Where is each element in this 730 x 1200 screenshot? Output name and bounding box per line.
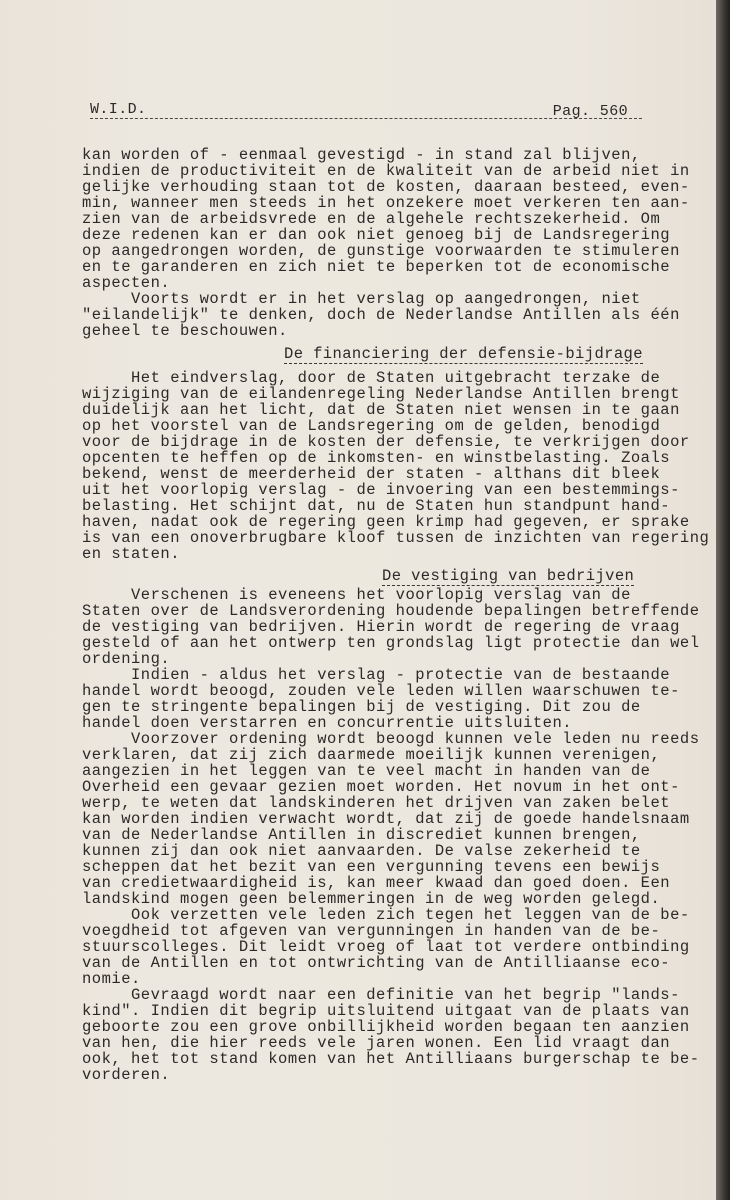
- text-line: de vestiging van bedrijven. Hierin wordt de regering de vraag: [82, 618, 680, 636]
- text-line: Voorzover ordening wordt beoogd kunnen vele leden nu reeds: [82, 730, 700, 748]
- text-line: handel doen verstarren en concurrentie uitsluiten.: [82, 714, 573, 732]
- page-edge-shadow: [716, 0, 730, 1200]
- text-line: voegdheid tot afgeven van vergunningen in handen van de be-: [82, 922, 661, 940]
- text-line: en staten.: [82, 545, 181, 563]
- text-line: gelijke verhouding staan tot de kosten, daaraan besteed, even-: [82, 178, 690, 196]
- text-line: opcenten te heffen op de inkomsten- en winstbelasting. Zoals: [82, 449, 671, 467]
- text-line: landskind mogen geen belemmeringen in de weg worden gelegd.: [82, 890, 661, 908]
- text-line: aangezien in het leggen van te veel macht in handen van de: [82, 762, 651, 780]
- text-line: zien van de arbeidsvrede en de algehele rechtszekerheid. Om: [82, 210, 661, 228]
- text-line: van de Nederlandse Antillen in discrediet kunnen brengen,: [82, 826, 641, 844]
- text-line: kan worden of - eenmaal gevestigd - in stand zal blijven,: [82, 146, 641, 164]
- text-line: op aangedrongen worden, de gunstige voorwaarden te stimuleren: [82, 242, 680, 260]
- page-header: [90, 97, 642, 123]
- text-line: van credietwaardigheid is, kan meer kwaad dan goed doen. Een: [82, 874, 671, 892]
- text-line: deze redenen kan er dan ook niet genoeg bij de Landsregering: [82, 226, 671, 244]
- text-line: duidelijk aan het licht, dat de Staten niet wensen in te gaan: [82, 401, 680, 419]
- text-line: voor de bijdrage in de kosten der defensie, te verkrijgen door: [82, 433, 690, 451]
- text-line: is van een onoverbrugbare kloof tussen de inzichten van regering: [82, 529, 710, 547]
- text-line: vorderen.: [82, 1066, 171, 1084]
- text-line: op het voorstel van de Landsregering om de gelden, benodigd: [82, 417, 661, 435]
- text-line: kunnen zij dan ook niet aanvaarden. De valse zekerheid te: [82, 842, 641, 860]
- text-line: scheppen dat het bezit van een vergunning tevens een bewijs: [82, 858, 661, 876]
- section-heading-defensie: De financiering der defensie-bijdrage: [284, 345, 643, 363]
- text-line: kan worden indien verwacht wordt, dat zij de goede handelsnaam: [82, 810, 690, 828]
- text-line: aspecten.: [82, 274, 171, 292]
- text-line: verklaren, dat zij zich daarmede moeilijk kunnen verenigen,: [82, 746, 661, 764]
- text-line: Indien - aldus het verslag - protectie van de bestaande: [82, 666, 671, 684]
- text-line: gen te stringente bepalingen bij de vestiging. Dit zou de: [82, 698, 641, 716]
- text-line: Verschenen is eveneens het voorlopig verslag van de: [82, 586, 631, 604]
- text-line: "eilandelijk" te denken, doch de Nederlandse Antillen als één: [82, 306, 680, 324]
- text-line: van hen, die hier reeds vele jaren wonen. Een lid vraagt dan: [82, 1034, 671, 1052]
- text-line: ordening.: [82, 650, 171, 668]
- text-line: Ook verzetten vele leden zich tegen het leggen van de be-: [82, 906, 690, 924]
- text-line: Het eindverslag, door de Staten uitgebracht terzake de: [82, 369, 661, 387]
- text-line: Gevraagd wordt naar een definitie van het begrip "lands-: [82, 986, 680, 1004]
- text-line: haven, nadat ook de regering geen krimp had gegeven, er sprake: [82, 513, 690, 531]
- text-line: min, wanneer men steeds in het onzekere moet verkeren ten aan-: [82, 194, 690, 212]
- text-line: en te garanderen en zich niet te beperken tot de economische: [82, 258, 671, 276]
- section-heading-vestiging: De vestiging van bedrijven: [382, 567, 635, 585]
- text-line: uit het voorlopig verslag - de invoering van een bestemmings-: [82, 481, 680, 499]
- header-page-number: Pag. 560: [552, 103, 628, 120]
- text-line: Voorts wordt er in het verslag op aangedrongen, niet: [82, 290, 641, 308]
- text-line: Overheid een gevaar gezien moet worden. Het novum in het ont-: [82, 778, 680, 796]
- text-line: handel wordt beoogd, zouden vele leden willen waarschuwen te-: [82, 682, 680, 700]
- text-line: stuurscolleges. Dit leidt vroeg of laat tot verdere ontbinding: [82, 938, 690, 956]
- text-line: geheel te beschouwen.: [82, 322, 288, 340]
- text-line: werp, te weten dat landskinderen het drijven van zaken belet: [82, 794, 671, 812]
- text-line: indien de productiviteit en de kwaliteit van de arbeid niet in: [82, 162, 690, 180]
- header-rule: [90, 118, 642, 119]
- text-line: nomie.: [82, 970, 141, 988]
- text-line: bekend, wenst de meerderheid der staten - althans dit bleek: [82, 465, 661, 483]
- text-line: Staten over de Landsverordening houdende bepalingen betreffende: [82, 602, 700, 620]
- text-line: wijziging van de eilandenregeling Nederlandse Antillen brengt: [82, 385, 680, 403]
- text-line: van de Antillen en tot ontwrichting van de Antilliaanse eco-: [82, 954, 671, 972]
- header-publication: W.I.D.: [90, 101, 147, 118]
- text-line: ook, het tot stand komen van het Antilliaans burgerschap te be-: [82, 1050, 700, 1068]
- text-line: kind". Indien dit begrip uitsluitend uitgaat van de plaats van: [82, 1002, 690, 1020]
- text-line: belasting. Het schijnt dat, nu de Staten hun standpunt hand-: [82, 497, 671, 515]
- text-line: geboorte zou een grove onbillijkheid worden begaan ten aanzien: [82, 1018, 690, 1036]
- text-line: gesteld of aan het ontwerp ten grondslag ligt protectie dan wel: [82, 634, 700, 652]
